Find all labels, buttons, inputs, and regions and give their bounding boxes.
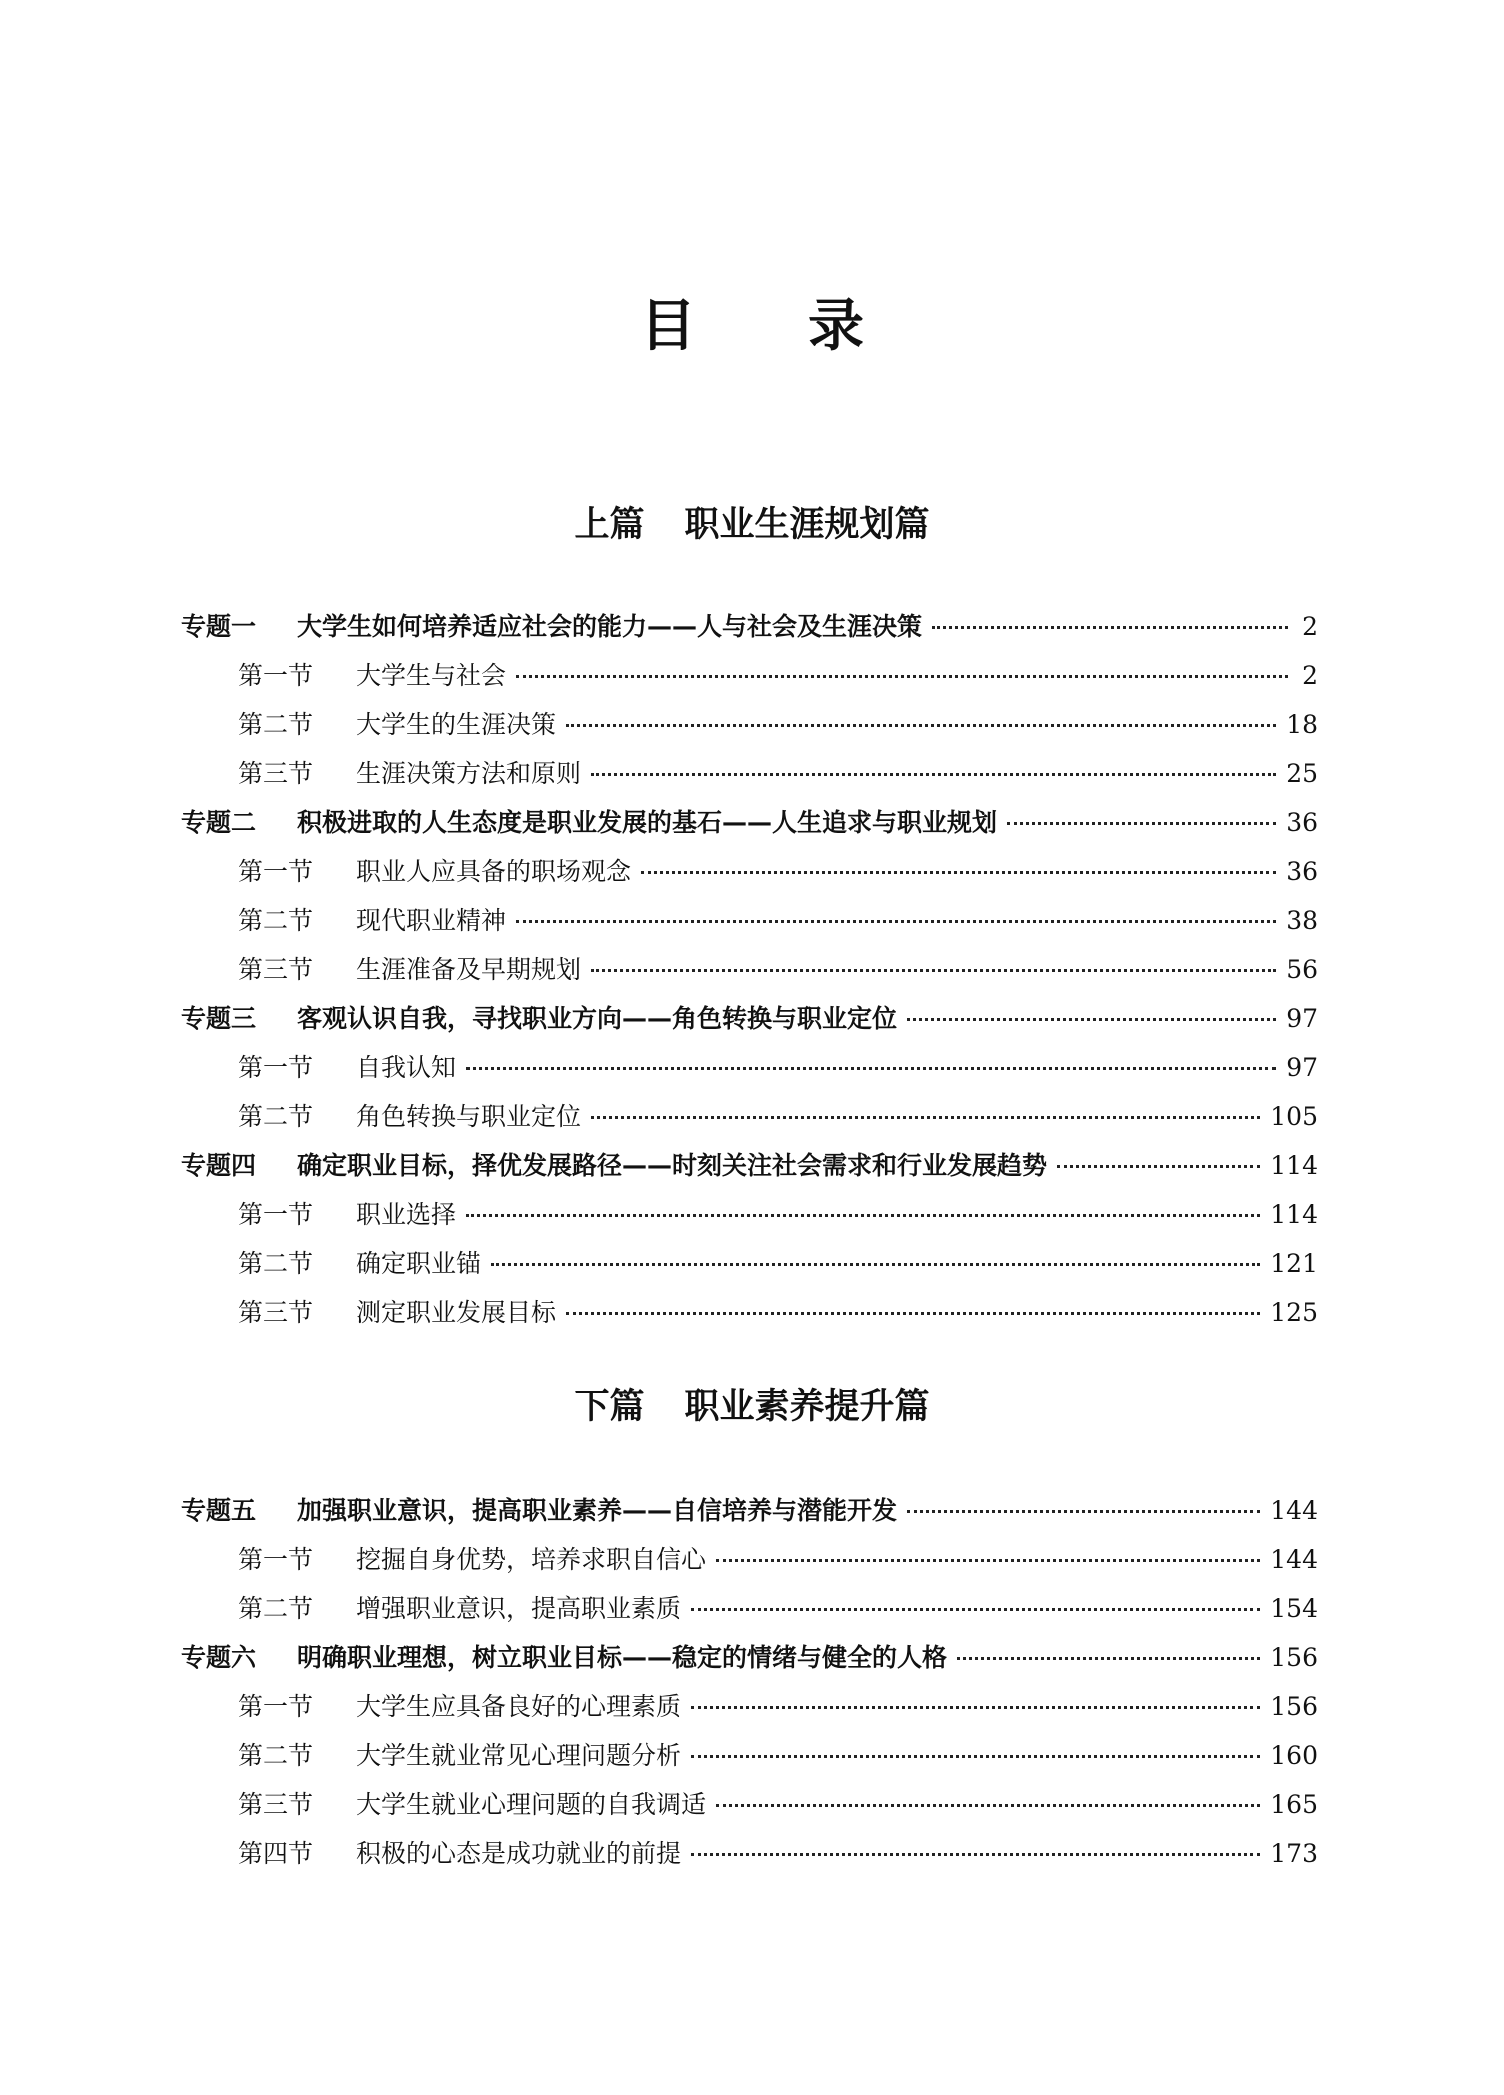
entry-page-number: 97 — [1286, 1004, 1318, 1033]
entry-title: 挖掘自身优势，培养求职自信心 — [356, 1545, 707, 1574]
entry-title: 大学生与社会 — [356, 661, 507, 690]
toc-section-entry[interactable] — [181, 1829, 1318, 1878]
entry-label: 第一节 — [238, 661, 314, 690]
entry-page-number: 121 — [1270, 1249, 1318, 1278]
toc-section-entry[interactable] — [181, 896, 1318, 945]
page-title — [0, 292, 1504, 362]
entry-title: 生涯决策方法和原则 — [356, 759, 582, 788]
entry-page-number: 2 — [1302, 612, 1318, 641]
title-char-2: 录 — [808, 294, 864, 359]
entry-page-number: 105 — [1270, 1102, 1318, 1131]
entry-label: 专题二 — [181, 808, 257, 837]
entry-title: 职业选择 — [356, 1200, 457, 1229]
entry-page-number: 36 — [1286, 808, 1318, 837]
entry-title: 现代职业精神 — [356, 906, 507, 935]
entry-title: 大学生就业常见心理问题分析 — [356, 1741, 682, 1770]
entry-page-number: 173 — [1270, 1839, 1318, 1868]
entry-page-number: 25 — [1286, 759, 1318, 788]
toc-section-entry[interactable] — [181, 1288, 1318, 1337]
entry-label: 第一节 — [238, 1692, 314, 1721]
part-name: 职业生涯规划篇 — [684, 505, 930, 545]
entry-title: 加强职业意识，提高职业素养——自信培养与潜能开发 — [297, 1496, 898, 1525]
entry-label: 专题五 — [181, 1496, 257, 1525]
dot-leader — [591, 1116, 1260, 1119]
entry-label: 第一节 — [238, 1053, 314, 1082]
toc-section-entry[interactable] — [181, 945, 1318, 994]
entry-page-number: 18 — [1286, 710, 1318, 739]
toc-section-entry[interactable] — [181, 1239, 1318, 1288]
toc-topic-entry[interactable] — [181, 1633, 1318, 1682]
entry-page-number: 144 — [1270, 1496, 1318, 1525]
entry-page-number: 36 — [1286, 857, 1318, 886]
dot-leader — [566, 724, 1276, 727]
entry-page-number: 165 — [1270, 1790, 1318, 1819]
entry-title: 大学生如何培养适应社会的能力——人与社会及生涯决策 — [297, 612, 923, 641]
dot-leader — [691, 1608, 1260, 1611]
entry-title: 生涯准备及早期规划 — [356, 955, 582, 984]
dot-leader — [1057, 1165, 1260, 1168]
toc-section-entry[interactable] — [181, 1043, 1318, 1092]
part-heading-upper — [0, 500, 1504, 550]
entry-label: 第二节 — [238, 1741, 314, 1770]
part-name: 职业素养提升篇 — [684, 1387, 930, 1427]
entry-label: 第三节 — [238, 955, 314, 984]
entry-title: 大学生就业心理问题的自我调适 — [356, 1790, 707, 1819]
dot-leader — [716, 1559, 1260, 1562]
toc-topic-entry[interactable] — [181, 602, 1318, 651]
toc-topic-entry[interactable] — [181, 798, 1318, 847]
dot-leader — [691, 1706, 1260, 1709]
dot-leader — [491, 1263, 1260, 1266]
entry-title: 大学生应具备良好的心理素质 — [356, 1692, 682, 1721]
entry-label: 第三节 — [238, 759, 314, 788]
entry-label: 第三节 — [238, 1298, 314, 1327]
entry-title: 确定职业目标，择优发展路径——时刻关注社会需求和行业发展趋势 — [297, 1151, 1048, 1180]
entry-title: 自我认知 — [356, 1053, 457, 1082]
toc-section-entry[interactable] — [181, 1584, 1318, 1633]
toc-section-entry[interactable] — [181, 1682, 1318, 1731]
entry-title: 客观认识自我，寻找职业方向——角色转换与职业定位 — [297, 1004, 898, 1033]
entry-title: 职业人应具备的职场观念 — [356, 857, 632, 886]
dot-leader — [907, 1510, 1260, 1513]
entry-label: 第二节 — [238, 1249, 314, 1278]
dot-leader — [516, 675, 1288, 678]
entry-title: 大学生的生涯决策 — [356, 710, 557, 739]
entry-label: 专题四 — [181, 1151, 257, 1180]
dot-leader — [641, 871, 1276, 874]
entry-title: 测定职业发展目标 — [356, 1298, 557, 1327]
entry-title: 明确职业理想，树立职业目标——稳定的情绪与健全的人格 — [297, 1643, 948, 1672]
toc-section-entry[interactable] — [181, 700, 1318, 749]
entry-label: 第二节 — [238, 710, 314, 739]
entry-title: 确定职业锚 — [356, 1249, 482, 1278]
toc-section-entry[interactable] — [181, 847, 1318, 896]
part-label: 下篇 — [574, 1387, 645, 1427]
entry-title: 积极的心态是成功就业的前提 — [356, 1839, 682, 1868]
entry-page-number: 97 — [1286, 1053, 1318, 1082]
entry-label: 第二节 — [238, 906, 314, 935]
entry-page-number: 38 — [1286, 906, 1318, 935]
entry-page-number: 144 — [1270, 1545, 1318, 1574]
entry-page-number: 56 — [1286, 955, 1318, 984]
entry-title: 增强职业意识，提高职业素质 — [356, 1594, 682, 1623]
entry-label: 专题一 — [181, 612, 257, 641]
toc-section-entry[interactable] — [181, 651, 1318, 700]
entry-label: 第三节 — [238, 1790, 314, 1819]
dot-leader — [932, 626, 1288, 629]
toc-topic-entry[interactable] — [181, 994, 1318, 1043]
dot-leader — [907, 1018, 1276, 1021]
dot-leader — [566, 1312, 1260, 1315]
entry-title: 积极进取的人生态度是职业发展的基石——人生追求与职业规划 — [297, 808, 998, 837]
entry-page-number: 156 — [1270, 1643, 1318, 1672]
entry-label: 专题三 — [181, 1004, 257, 1033]
toc-section-entry[interactable] — [181, 1190, 1318, 1239]
dot-leader — [466, 1214, 1260, 1217]
entry-label: 第一节 — [238, 1545, 314, 1574]
toc-list-lower — [181, 1486, 1318, 1878]
dot-leader — [716, 1804, 1260, 1807]
entry-label: 第二节 — [238, 1594, 314, 1623]
entry-label: 第一节 — [238, 857, 314, 886]
entry-page-number: 2 — [1302, 661, 1318, 690]
toc-topic-entry[interactable] — [181, 1141, 1318, 1190]
toc-section-entry[interactable] — [181, 1092, 1318, 1141]
entry-label: 第二节 — [238, 1102, 314, 1131]
entry-page-number: 125 — [1270, 1298, 1318, 1327]
entry-page-number: 114 — [1270, 1151, 1318, 1180]
entry-page-number: 154 — [1270, 1594, 1318, 1623]
entry-page-number: 160 — [1270, 1741, 1318, 1770]
entry-page-number: 156 — [1270, 1692, 1318, 1721]
part-heading-lower — [0, 1382, 1504, 1432]
dot-leader — [591, 969, 1276, 972]
entry-label: 专题六 — [181, 1643, 257, 1672]
title-char-1: 目 — [640, 294, 696, 359]
dot-leader — [957, 1657, 1260, 1660]
entry-label: 第四节 — [238, 1839, 314, 1868]
entry-page-number: 114 — [1270, 1200, 1318, 1229]
toc-section-entry[interactable] — [181, 1535, 1318, 1584]
part-label: 上篇 — [574, 505, 645, 545]
toc-section-entry[interactable] — [181, 1780, 1318, 1829]
toc-section-entry[interactable] — [181, 1731, 1318, 1780]
toc-section-entry[interactable] — [181, 749, 1318, 798]
dot-leader — [691, 1755, 1260, 1758]
entry-label: 第一节 — [238, 1200, 314, 1229]
dot-leader — [691, 1853, 1260, 1856]
entry-title: 角色转换与职业定位 — [356, 1102, 582, 1131]
dot-leader — [466, 1067, 1276, 1070]
toc-list-upper — [181, 602, 1318, 1337]
dot-leader — [1007, 822, 1276, 825]
toc-topic-entry[interactable] — [181, 1486, 1318, 1535]
dot-leader — [591, 773, 1276, 776]
dot-leader — [516, 920, 1276, 923]
